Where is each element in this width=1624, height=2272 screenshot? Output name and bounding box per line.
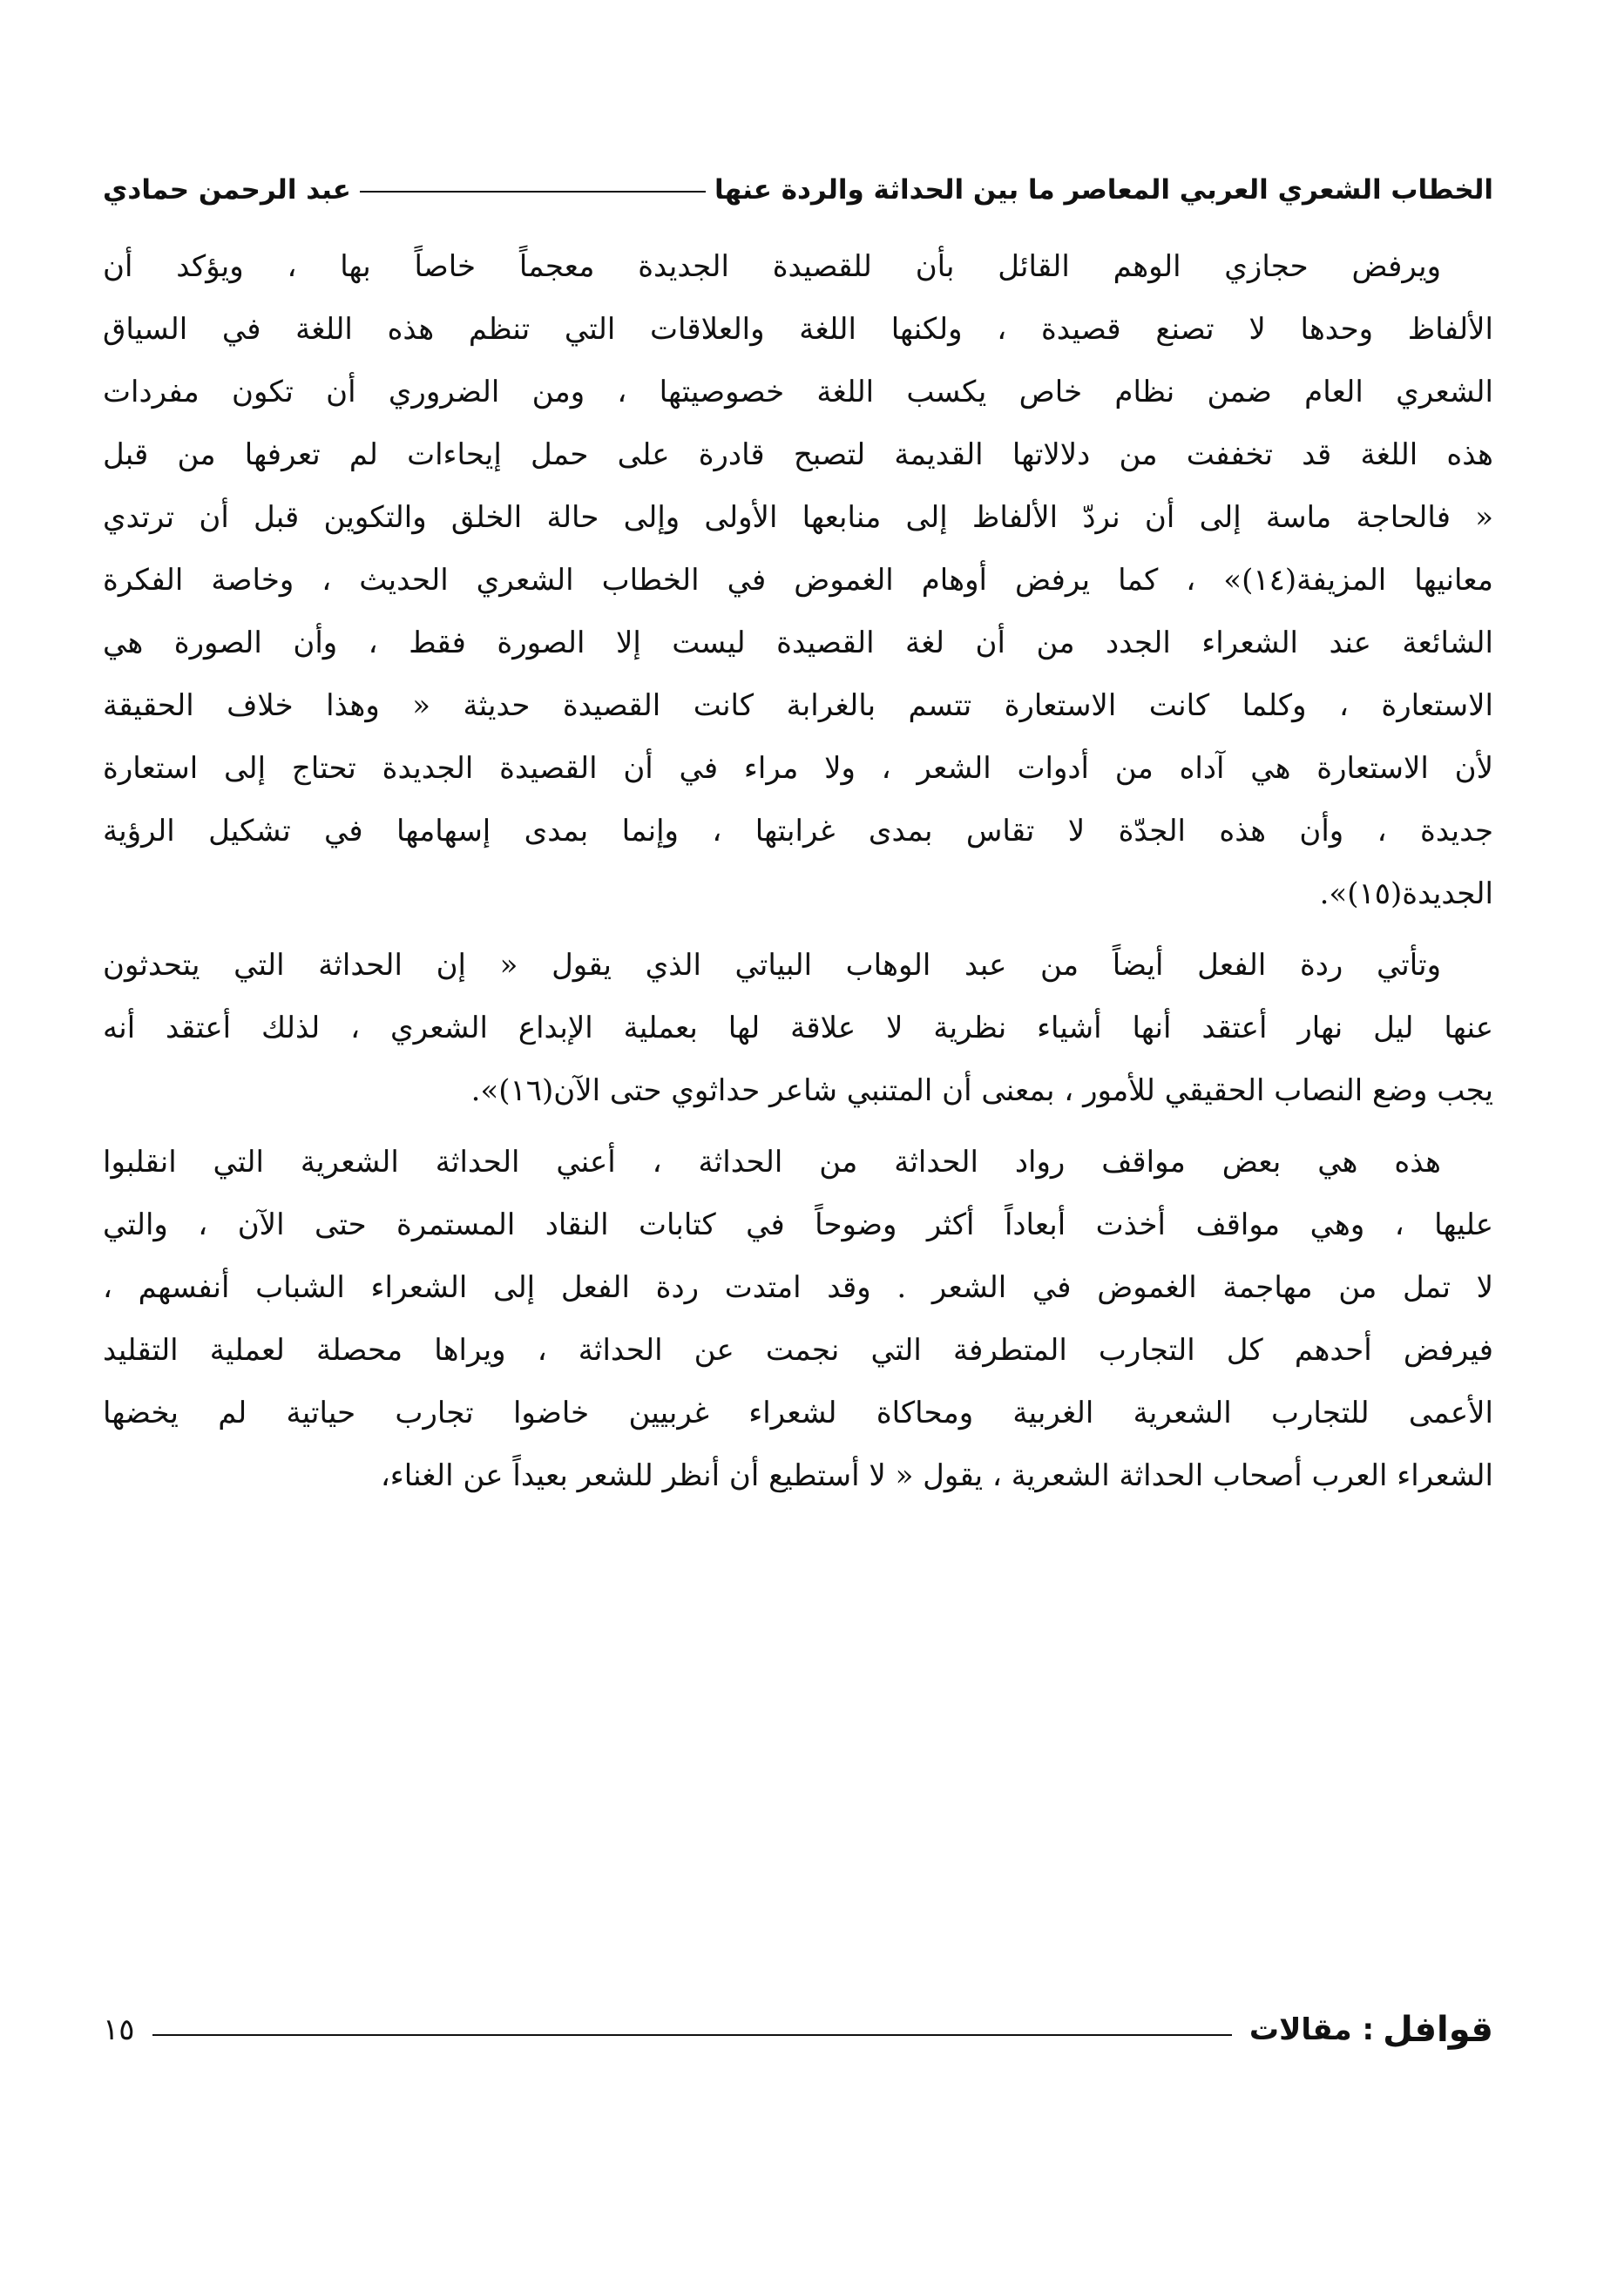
text-line: لأن الاستعارة هي آداه من أدوات الشعر ، ولا مراء في أن القصيدة الجديدة تحتاج إلى استعارة: [103, 751, 1493, 786]
text-line: يجب وضع النصاب الحقيقي للأمور ، بمعنى أن المتنبي شاعر حداثوي حتى الآن(١٦)».: [470, 1073, 1493, 1108]
text-line: جديدة ، وأن هذه الجدّة لا تقاس بمدى غرابتها ، وإنما بمدى إسهامها في تشكيل الرؤية: [103, 814, 1493, 849]
text-line: الاستعارة ، وكلما كانت الاستعارة تتسم بالغرابة كانت القصيدة حديثة « وهذا خلاف الحقيقة: [103, 688, 1493, 723]
text-line: لا تمل من مهاجمة الغموض في الشعر . وقد امتدت ردة الفعل إلى الشعراء الشباب أنفسهم ،: [103, 1270, 1493, 1305]
text-line: الجديدة(١٥)».: [1319, 876, 1493, 911]
header-title: الخطاب الشعري العربي المعاصر ما بين الحداثة والردة عنها: [714, 174, 1493, 206]
header-rule: [360, 191, 706, 193]
paragraph: [103, 235, 1493, 925]
text-line: عنها ليل نهار أعتقد أنها أشياء نظرية لا علاقة لها بعملية الإبداع الشعري ، لذلك أعتقد أنه: [103, 1011, 1493, 1045]
text-line: الشائعة عند الشعراء الجدد من أن لغة القصيدة ليست إلا الصورة فقط ، وأن الصورة هي: [103, 625, 1493, 660]
section-name: : مقالات: [1248, 2012, 1375, 2047]
running-header: [103, 164, 1493, 216]
running-footer: [103, 2004, 1493, 2056]
text-line: هذه هي بعض مواقف رواد الحداثة من الحداثة ، أعني الحداثة الشعرية التي انقلبوا: [103, 1145, 1441, 1180]
journal-name: قوافل: [1383, 2010, 1493, 2050]
footer-rule: [152, 2034, 1232, 2036]
text-line: فيرفض أحدهم كل التجارب المتطرفة التي نجمت عن الحداثة ، ويراها محصلة لعملية التقليد: [103, 1333, 1493, 1368]
body-text: [103, 235, 1493, 1507]
text-line: الشعري العام ضمن نظام خاص يكسب اللغة خصوصيتها ، ومن الضروري أن تكون مفردات: [103, 375, 1493, 409]
text-line: الأعمى للتجارب الشعرية الغربية ومحاكاة لشعراء غربيين خاضوا تجارب حياتية لم يخضها: [103, 1396, 1493, 1430]
paragraph: [103, 1131, 1493, 1507]
text-line: الألفاظ وحدها لا تصنع قصيدة ، ولكنها اللغة والعلاقات التي تنظم هذه اللغة في السياق: [103, 312, 1493, 347]
paragraph: [103, 934, 1493, 1122]
text-line: معانيها المزيفة(١٤)» ، كما يرفض أوهام الغموض في الخطاب الشعري الحديث ، وخاصة الفكرة: [103, 563, 1493, 598]
text-line: عليها ، وهي مواقف أخذت أبعاداً أكثر وضوحاً في كتابات النقاد المستمرة حتى الآن ، والتي: [103, 1207, 1493, 1242]
text-line: وتأتي ردة الفعل أيضاً من عبد الوهاب البياتي الذي يقول « إن الحداثة التي يتحدثون: [103, 948, 1441, 983]
text-line: ويرفض حجازي الوهم القائل بأن للقصيدة الجديدة معجماً خاصاً بها ، ويؤكد أن: [103, 249, 1441, 284]
text-line: « فالحاجة ماسة إلى أن نردّ الألفاظ إلى منابعها الأولى وإلى حالة الخلق والتكوين قبل أن ترتدي: [103, 500, 1493, 535]
text-line: هذه اللغة قد تخففت من دلالاتها القديمة لتصبح قادرة على حمل إيحاءات لم تعرفها من قبل: [103, 437, 1493, 472]
text-line: الشعراء العرب أصحاب الحداثة الشعرية ، يقول « لا أستطيع أن أنظر للشعر بعيداً عن الغناء،: [380, 1458, 1493, 1493]
header-author: عبد الرحمن حمادي: [103, 174, 351, 206]
page-number: ١٥: [103, 2012, 135, 2047]
